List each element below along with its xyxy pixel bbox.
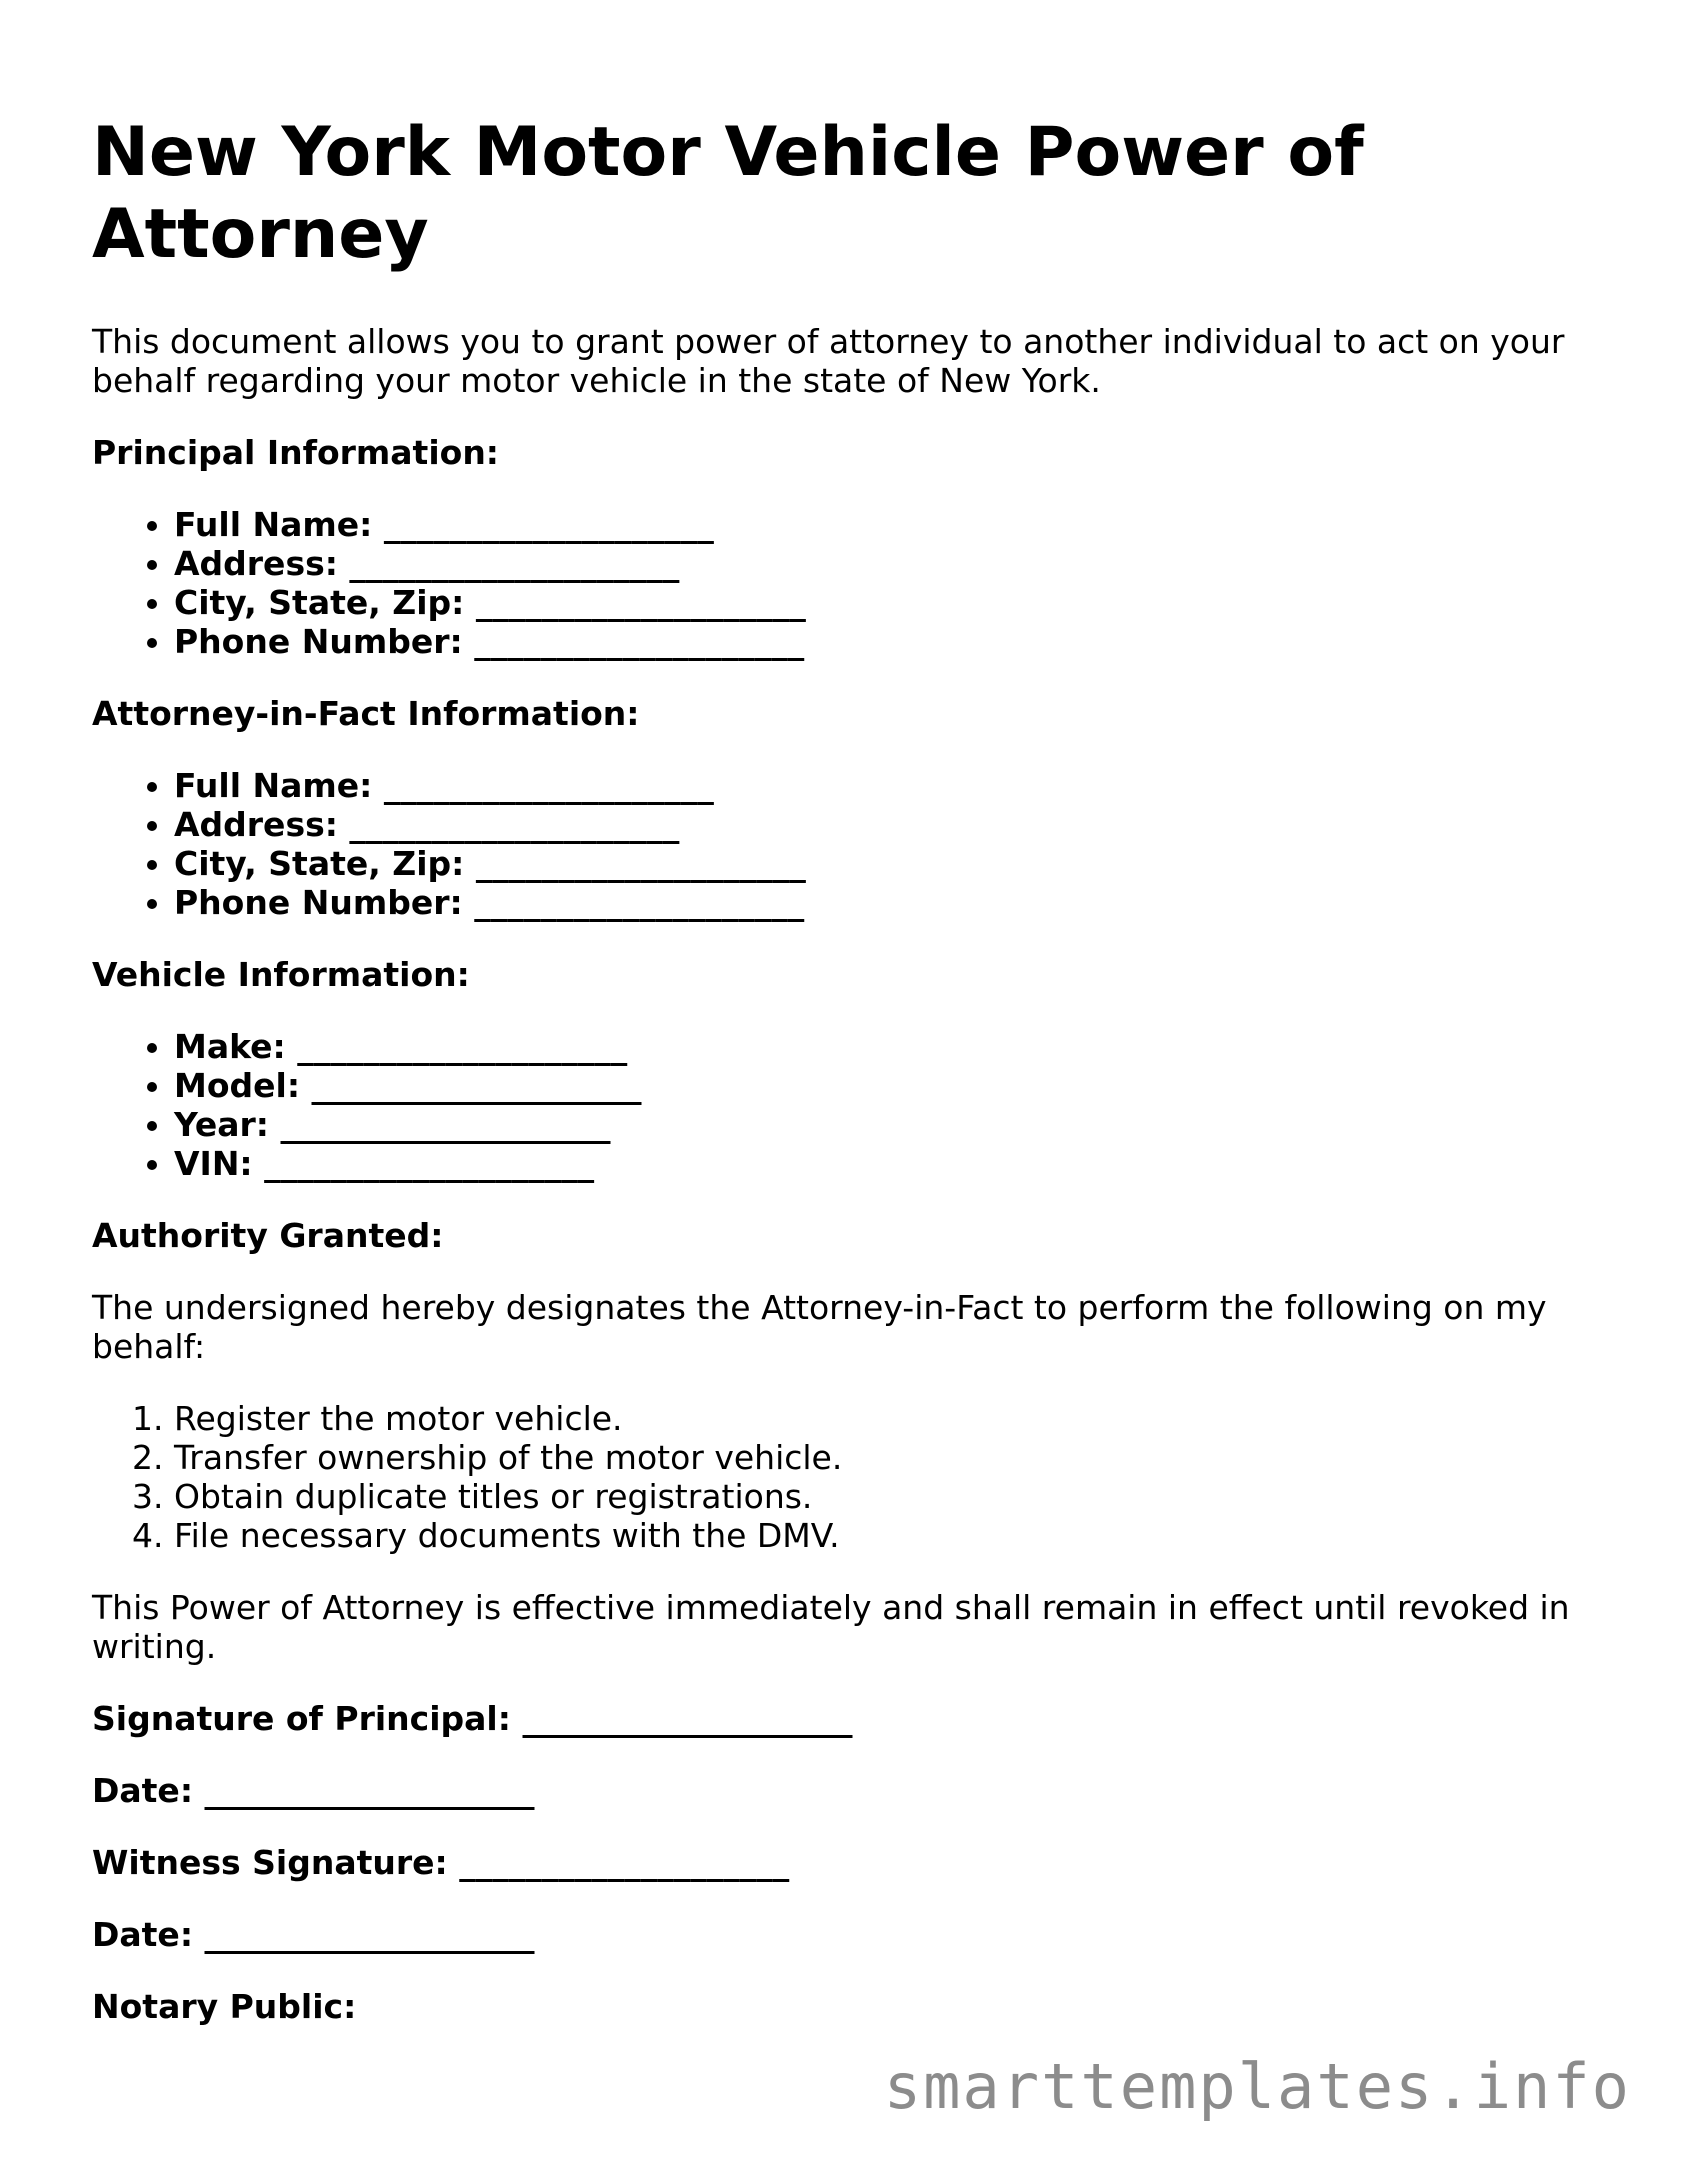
principal-signature-field[interactable]: Signature of Principal: ____________________ xyxy=(92,1699,853,1738)
attorney-fields-list xyxy=(92,766,1592,922)
attorney-address-field[interactable]: • Address: ____________________ xyxy=(174,805,1592,844)
authority-heading: Authority Granted: xyxy=(92,1216,444,1255)
principal-date-field[interactable]: Date: ____________________ xyxy=(92,1771,535,1810)
watermark-text: smarttemplates.info xyxy=(883,2050,1631,2123)
witness-signature-field[interactable]: Witness Signature: ____________________ xyxy=(92,1843,790,1882)
vehicle-vin-field[interactable]: • VIN: ____________________ xyxy=(174,1144,1592,1183)
authority-item: 2. Transfer ownership of the motor vehicle. xyxy=(174,1438,1592,1477)
page-title: New York Motor Vehicle Power of Attorney xyxy=(92,113,1364,274)
vehicle-year-field[interactable]: • Year: ____________________ xyxy=(174,1105,1592,1144)
effective-paragraph: This Power of Attorney is effective immediately and shall remain in effect until revoked in writing. xyxy=(92,1588,1570,1666)
attorney-phone-field[interactable]: • Phone Number: ____________________ xyxy=(174,883,1592,922)
principal-heading: Principal Information: xyxy=(92,433,500,472)
vehicle-model-field[interactable]: • Model: ____________________ xyxy=(174,1066,1592,1105)
witness-date-field[interactable]: Date: ____________________ xyxy=(92,1915,535,1954)
principal-address-field[interactable]: • Address: ____________________ xyxy=(174,544,1592,583)
attorney-city-state-zip-field[interactable]: • City, State, Zip: ____________________ xyxy=(174,844,1592,883)
attorney-heading: Attorney-in-Fact Information: xyxy=(92,694,640,733)
intro-paragraph: This document allows you to grant power of attorney to another individual to act on your behalf regarding your motor vehicle in the state of New York. xyxy=(92,322,1565,400)
vehicle-fields-list xyxy=(92,1027,1592,1183)
authority-item: 4. File necessary documents with the DMV. xyxy=(174,1516,1592,1555)
vehicle-heading: Vehicle Information: xyxy=(92,955,470,994)
document-page xyxy=(92,112,1592,2059)
authority-item: 3. Obtain duplicate titles or registrations. xyxy=(174,1477,1592,1516)
principal-fields-list xyxy=(92,505,1592,661)
authority-intro: The undersigned hereby designates the Attorney-in-Fact to perform the following on my behalf: xyxy=(92,1288,1547,1366)
authority-item: 1. Register the motor vehicle. xyxy=(174,1399,1592,1438)
principal-full-name-field[interactable]: • Full Name: ____________________ xyxy=(174,505,1592,544)
principal-phone-field[interactable]: • Phone Number: ____________________ xyxy=(174,622,1592,661)
authority-list xyxy=(92,1399,1592,1555)
vehicle-make-field[interactable]: • Make: ____________________ xyxy=(174,1027,1592,1066)
principal-city-state-zip-field[interactable]: • City, State, Zip: ____________________ xyxy=(174,583,1592,622)
attorney-full-name-field[interactable]: • Full Name: ____________________ xyxy=(174,766,1592,805)
notary-public-label: Notary Public: xyxy=(92,1987,357,2026)
